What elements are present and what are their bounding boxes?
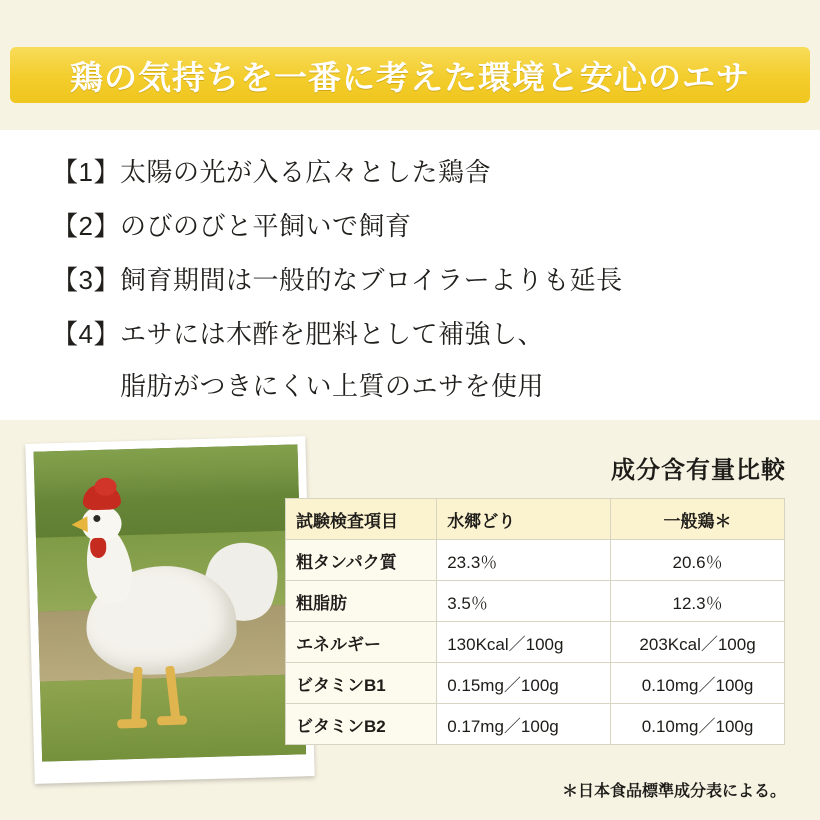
row-value-suigodori: 0.17mg／100g xyxy=(437,704,611,745)
table-title: 成分含有量比較 xyxy=(611,457,786,484)
column-header-suigodori: 水郷どり xyxy=(437,499,611,540)
comparison-section xyxy=(0,420,820,820)
table-row xyxy=(286,540,785,581)
table-row xyxy=(286,704,785,745)
row-value-general: 0.10mg／100g xyxy=(611,704,785,745)
chicken-photo xyxy=(34,444,307,761)
row-value-suigodori: 23.3％ xyxy=(437,540,611,581)
row-label: 粗脂肪 xyxy=(286,581,437,622)
table-row xyxy=(286,581,785,622)
row-value-suigodori: 130Kcal／100g xyxy=(437,622,611,663)
column-header-general: 一般鶏＊ xyxy=(611,499,785,540)
composition-table xyxy=(285,498,785,745)
table-header-row xyxy=(286,499,785,540)
page-title: 鶏の気持ちを一番に考えた環境と安心のエサ xyxy=(70,59,750,96)
row-value-suigodori: 3.5％ xyxy=(437,581,611,622)
feature-item-1: 【1】太陽の光が入る広々とした鶏舎 xyxy=(52,157,491,187)
row-label: ビタミンB2 xyxy=(286,704,437,745)
row-value-general: 20.6％ xyxy=(611,540,785,581)
row-label: エネルギー xyxy=(286,622,437,663)
feature-item-2: 【2】のびのびと平飼いで飼育 xyxy=(52,211,412,241)
feature-item-3: 【3】飼育期間は一般的なブロイラーよりも延長 xyxy=(52,265,623,295)
table-row xyxy=(286,663,785,704)
table-footnote: ＊日本食品標準成分表による。 xyxy=(561,783,786,800)
row-label: ビタミンB1 xyxy=(286,663,437,704)
chicken-foot-left xyxy=(117,719,147,729)
row-label: 粗タンパク質 xyxy=(286,540,437,581)
row-value-suigodori: 0.15mg／100g xyxy=(437,663,611,704)
chicken-foot-right xyxy=(157,716,187,726)
chicken-photo-frame xyxy=(25,436,314,784)
feature-item-4-continued: 脂肪がつきにくい上質のエサを使用 xyxy=(120,371,545,401)
feature-item-4: 【4】エサには木酢を肥料として補強し、 xyxy=(52,319,544,349)
feature-list xyxy=(0,130,820,420)
chicken-beak xyxy=(71,516,87,532)
row-value-general: 12.3％ xyxy=(611,581,785,622)
table-row xyxy=(286,622,785,663)
column-header-item: 試験検査項目 xyxy=(286,499,437,540)
row-value-general: 203Kcal／100g xyxy=(611,622,785,663)
header-band xyxy=(0,0,820,130)
row-value-general: 0.10mg／100g xyxy=(611,663,785,704)
